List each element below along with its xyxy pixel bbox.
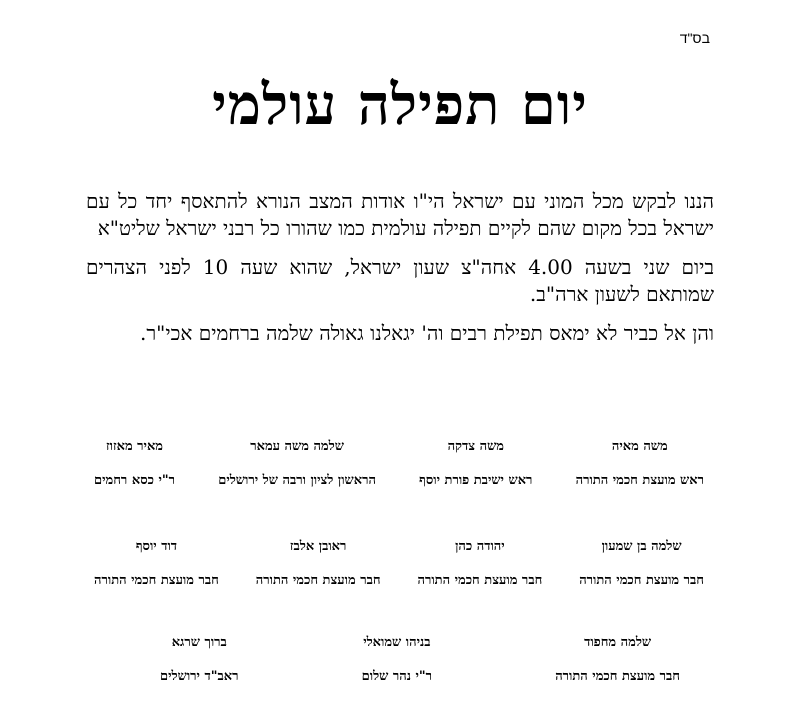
signature-title: ר"י נהר שלום [361,669,433,684]
signature [256,538,381,590]
signature-title: חבר מועצת חכמי התורה [94,573,219,588]
signature-name: דוד יוסף [135,539,178,554]
signature-name: שלמה מחפוד [584,635,652,650]
signature-name: מאיר מאזוז [106,439,164,454]
signature [218,438,376,490]
signature-row-1 [94,438,704,490]
signature [576,438,704,490]
signature [160,634,238,686]
signature [555,634,680,686]
signature [94,438,175,490]
signature [419,438,532,490]
signature [362,634,432,686]
body-text [86,188,714,359]
signature-title: ראש ישיבת פורת יוסף [419,473,533,488]
signature-name: משה מאיה [611,439,668,454]
signature-title: ר"י כסא רחמים [94,473,176,488]
signature-name: ראובן אלבז [289,539,347,554]
signature-title: חבר מועצת חכמי התורה [417,573,543,588]
signature [579,538,704,590]
signature-name: בניהו שמואלי [363,635,431,650]
signature-title: הראשון לציון ורבה של ירושלים [218,473,376,488]
signature-title: חבר מועצת חכמי התורה [555,669,680,684]
signature-name: ברוך שרגא [171,635,227,650]
signature-row-3 [160,634,680,686]
signature [417,538,542,590]
signature-name: שלמה משה עמאר [250,439,344,454]
paragraph-2: ביום שני בשעה 4.00 אחה"צ שעון ישראל, שהוא שעה 10 לפני הצהרים שמותאם לשעון ארה"ב. [86,255,714,306]
paragraph-1: הננו לבקש מכל המוני עם ישראל הי"ו אודות המצב הנורא להתאסף יחד כל עם ישראל בכל מקום שהם לקיים תפילה עולמית כמו שהורו כל רבני ישראל שליט"א [86,189,714,240]
signature-name: יהודה כהן [455,539,505,554]
signature-name: שלמה בן שמעון [601,539,682,554]
bsd-header: בס"ד [679,30,710,46]
signature-title: חבר מועצת חכמי התורה [579,573,704,588]
signature [94,538,219,590]
signature-title: חבר מועצת חכמי התורה [255,573,381,588]
signature-name: משה צדקה [447,439,504,454]
paragraph-3: והן אל כביר לא ימאס תפילת רבים וה' יגאלנו גאולה שלמה ברחמים אכי"ר. [139,321,714,345]
signature-title: ראש מועצת חכמי התורה [575,473,704,488]
page-title: יום תפילה עולמי [212,72,588,138]
signature-row-2 [94,538,704,590]
signature-title: ראב"ד ירושלים [160,669,239,684]
